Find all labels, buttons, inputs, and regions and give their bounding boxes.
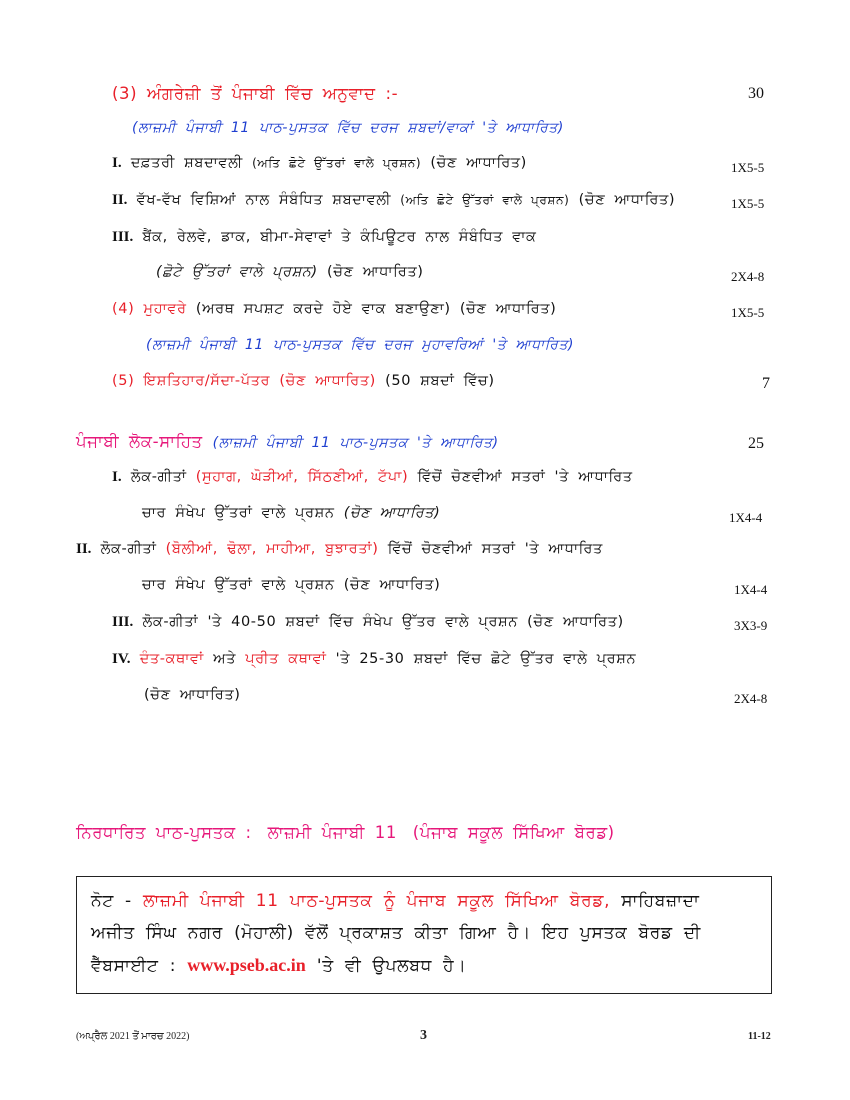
item-3-ii: II. ਵੱਖ-ਵੱਖ ਵਿਸ਼ਿਆਂ ਨਾਲ ਸੰਬੰਧਿਤ ਸ਼ਬਦਾਵਲੀ (ਅਤਿ ਛੋਟੇ ਉੱਤਰਾਂ ਵਾਲੇ ਪ੍ਰਸ਼ਨ) (ਚੋਣ ਆਧਾਰਿਤ) <box>112 192 676 208</box>
item-3-i: I. ਦਫ਼ਤਰੀ ਸ਼ਬਦਾਵਲੀ (ਅਤਿ ਛੋਟੇ ਉੱਤਰਾਂ ਵਾਲੇ ਪ੍ਰਸ਼ਨ) (ਚੋਣ ਆਧਾਰਿਤ) <box>112 155 527 171</box>
item-3-iii-cont: (ਛੋਟੇ ਉੱਤਰਾਂ ਵਾਲੇ ਪ੍ਰਸ਼ਨ) (ਚੋਣ ਆਧਾਰਿਤ) <box>156 264 424 280</box>
lok-item-iv-marks: 2X4-8 <box>734 691 768 706</box>
item-3-iii: III. ਬੈਂਕ, ਰੇਲਵੇ, ਡਾਕ, ਬੀਮਾ-ਸੇਵਾਵਾਂ ਤੇ ਕੰਪਿਊਟਰ ਨਾਲ ਸੰਬੰਧਿਤ ਵਾਕ <box>112 229 537 245</box>
lok-sahit-heading: ਪੰਜਾਬੀ ਲੋਕ-ਸਾਹਿਤ (ਲਾਜ਼ਮੀ ਪੰਜਾਬੀ 11 ਪਾਠ-ਪੁਸਤਕ 'ਤੇ ਆਧਾਰਿਤ) <box>76 432 499 451</box>
note-line-2: ਅਜੀਤ ਸਿੰਘ ਨਗਰ (ਮੋਹਾਲੀ) ਵੱਲੋਂ ਪ੍ਰਕਾਸ਼ਤ ਕੀਤਾ ਗਿਆ ਹੈ। ਇਹ ਪੁਸਤਕ ਬੋਰਡ ਦੀ <box>91 923 701 943</box>
footer-class: 11-12 <box>748 1031 771 1042</box>
lok-item-iii: III. ਲੋਕ-ਗੀਤਾਂ 'ਤੇ 40-50 ਸ਼ਬਦਾਂ ਵਿੱਚ ਸੰਖੇਪ ਉੱਤਰ ਵਾਲੇ ਪ੍ਰਸ਼ਨ (ਚੋਣ ਆਧਾਰਿਤ) <box>112 614 624 630</box>
item-3-ii-marks: 1X5-5 <box>731 196 765 211</box>
section-5-marks: 7 <box>762 375 770 392</box>
lok-item-iv: IV. ਦੰਤ-ਕਥਾਵਾਂ ਅਤੇ ਪ੍ਰੀਤ ਕਥਾਵਾਂ 'ਤੇ 25-30 ਸ਼ਬਦਾਂ ਵਿੱਚ ਛੋਟੇ ਉੱਤਰ ਵਾਲੇ ਪ੍ਰਸ਼ਨ <box>112 651 637 667</box>
note-line-1: ਨੋਟ - ਲਾਜ਼ਮੀ ਪੰਜਾਬੀ 11 ਪਾਠ-ਪੁਸਤਕ ਨੂੰ ਪੰਜਾਬ ਸਕੂਲ ਸਿੱਖਿਆ ਬੋਰਡ, ਸਾਹਿਬਜ਼ਾਦਾ <box>91 891 700 911</box>
lok-item-iii-marks: 3X3-9 <box>734 618 768 633</box>
lok-item-i-cont: ਚਾਰ ਸੰਖੇਪ ਉੱਤਰਾਂ ਵਾਲੇ ਪ੍ਰਸ਼ਨ (ਚੋਣ ਆਧਾਰਿਤ) <box>142 505 441 521</box>
section-4-marks: 1X5-5 <box>731 305 765 320</box>
lok-sahit-marks: 25 <box>748 435 764 452</box>
section-4-basis: (ਲਾਜ਼ਮੀ ਪੰਜਾਬੀ 11 ਪਾਠ-ਪੁਸਤਕ ਵਿੱਚ ਦਰਜ ਮੁਹਾਵਰਿਆਂ 'ਤੇ ਆਧਾਰਿਤ) <box>146 337 575 353</box>
section-5: (5) ਇਸ਼ਤਿਹਾਰ/ਸੱਦਾ-ਪੱਤਰ (ਚੋਣ ਆਧਾਰਿਤ) (50 ਸ਼ਬਦਾਂ ਵਿੱਚ) <box>112 373 495 389</box>
section-3-basis: (ਲਾਜ਼ਮੀ ਪੰਜਾਬੀ 11 ਪਾਠ-ਪੁਸਤਕ ਵਿੱਚ ਦਰਜ ਸ਼ਬਦਾਂ/ਵਾਕਾਂ 'ਤੇ ਆਧਾਰਿਤ) <box>132 120 564 136</box>
footer-session: (ਅਪ੍ਰੈਲ 2021 ਤੋਂ ਮਾਰਚ 2022) <box>76 1031 190 1042</box>
lok-item-iv-cont: (ਚੋਣ ਆਧਾਰਿਤ) <box>144 687 241 703</box>
prescribed-textbook: ਨਿਰਧਾਰਿਤ ਪਾਠ-ਪੁਸਤਕ : ਲਾਜ਼ਮੀ ਪੰਜਾਬੀ 11 (ਪੰਜਾਬ ਸਕੂਲ ਸਿੱਖਿਆ ਬੋਰਡ) <box>76 823 615 842</box>
lok-item-i-marks: 1X4-4 <box>729 510 763 525</box>
note-line-3: ਵੈੱਬਸਾਈਟ : www.pseb.ac.in 'ਤੇ ਵੀ ਉਪਲਬਧ ਹੈ। <box>91 955 467 976</box>
section-4: (4) ਮੁਹਾਵਰੇ (ਅਰਥ ਸਪਸ਼ਟ ਕਰਦੇ ਹੋਏ ਵਾਕ ਬਣਾਉਣਾ) (ਚੋਣ ਆਧਾਰਿਤ) <box>112 301 557 317</box>
lok-item-ii-marks: 1X4-4 <box>734 582 768 597</box>
website-link[interactable]: www.pseb.ac.in <box>187 955 306 975</box>
page-number: 3 <box>420 1028 427 1043</box>
section-3-title: (3) ਅੰਗਰੇਜ਼ੀ ਤੋਂ ਪੰਜਾਬੀ ਵਿੱਚ ਅਨੁਵਾਦ :- <box>112 84 399 103</box>
note-box <box>76 876 772 994</box>
lok-item-i: I. ਲੋਕ-ਗੀਤਾਂ (ਸੁਹਾਗ, ਘੋੜੀਆਂ, ਸਿੱਠਣੀਆਂ, ਟੱਪਾ) ਵਿੱਚੋਂ ਚੋਣਵੀਆਂ ਸਤਰਾਂ 'ਤੇ ਆਧਾਰਿਤ <box>112 469 633 485</box>
section-3-marks: 30 <box>748 85 764 102</box>
item-3-i-marks: 1X5-5 <box>731 160 765 175</box>
lok-item-ii-cont: ਚਾਰ ਸੰਖੇਪ ਉੱਤਰਾਂ ਵਾਲੇ ਪ੍ਰਸ਼ਨ (ਚੋਣ ਆਧਾਰਿਤ) <box>142 577 441 593</box>
lok-item-ii: II. ਲੋਕ-ਗੀਤਾਂ (ਬੋਲੀਆਂ, ਢੋਲਾ, ਮਾਹੀਆ, ਬੁਝਾਰਤਾਂ) ਵਿੱਚੋਂ ਚੋਣਵੀਆਂ ਸਤਰਾਂ 'ਤੇ ਆਧਾਰਿਤ <box>76 541 603 557</box>
item-3-iii-marks: 2X4-8 <box>731 269 765 284</box>
